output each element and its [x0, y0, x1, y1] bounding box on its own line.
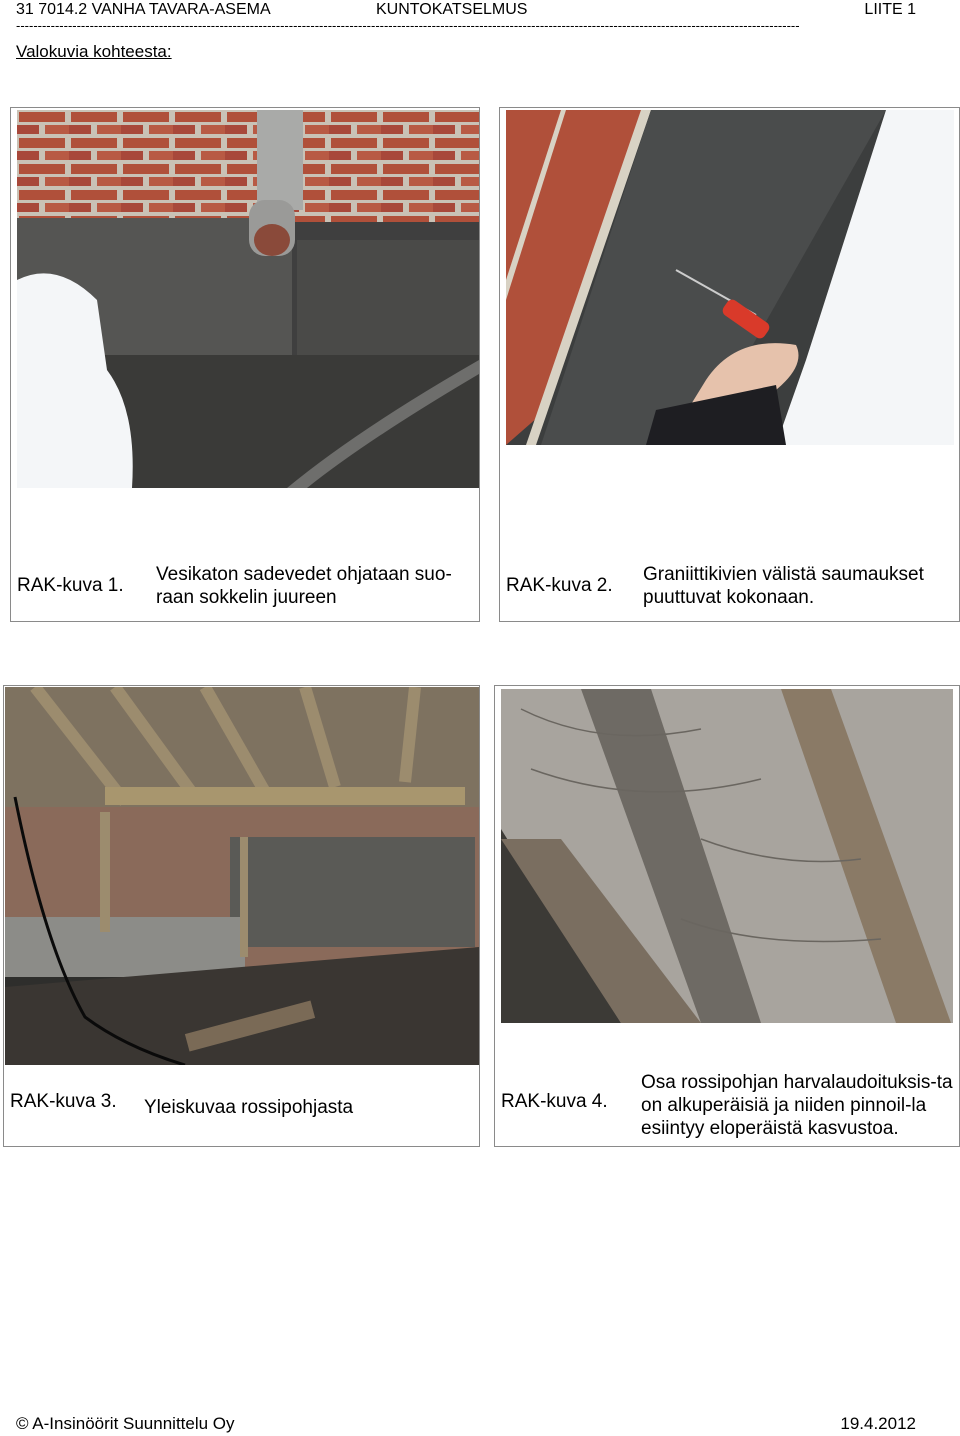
photo-caption-4: Osa rossipohjan harvalaudoituksis-ta on alkuperäisiä ja niiden pinnoil-la esiintyy eloperäistä kasvustoa. — [641, 1072, 953, 1139]
crawl-space-image — [5, 687, 479, 1065]
granite-gap-screwdriver-image — [506, 110, 954, 445]
footer-copyright: © A-Insinöörit Suunnittelu Oy — [16, 1414, 235, 1433]
page-header — [16, 0, 916, 22]
photo-1 — [17, 110, 479, 488]
header-divider: ------------------------------------------------------------------------------------------------------------------------------------------------------------------------------------- — [16, 20, 800, 32]
photo-2 — [506, 110, 954, 445]
photo-cell-3 — [3, 685, 480, 1147]
footer-date: 19.4.2012 — [840, 1414, 916, 1433]
photo-cell-2 — [499, 107, 960, 622]
brick-wall-downpipe-image — [17, 110, 479, 488]
photo-label-4: RAK-kuva 4. — [501, 1091, 608, 1112]
header-doc-type: KUNTOKATSELMUS — [376, 1, 528, 18]
photo-4 — [501, 689, 953, 1023]
photo-caption-1: Vesikaton sadevedet ohjataan suo-raan sokkelin juureen — [156, 564, 452, 608]
photo-label-3: RAK-kuva 3. — [10, 1091, 117, 1112]
photo-cell-4 — [494, 685, 960, 1147]
photo-3 — [5, 687, 479, 1065]
photo-caption-2: Graniittikivien välistä saumaukset puuttuvat kokonaan. — [643, 564, 924, 608]
header-project: 31 7014.2 VANHA TAVARA-ASEMA — [16, 1, 271, 18]
photo-label-2: RAK-kuva 2. — [506, 575, 613, 596]
photo-caption-3: Yleiskuvaa rossipohjasta — [144, 1097, 354, 1118]
photo-cell-1 — [10, 107, 480, 622]
page-footer — [16, 1414, 916, 1436]
photo-label-1: RAK-kuva 1. — [17, 575, 124, 596]
section-title: Valokuvia kohteesta: — [16, 42, 172, 61]
header-appendix: LIITE 1 — [864, 1, 916, 18]
weathered-boards-image — [501, 689, 953, 1023]
